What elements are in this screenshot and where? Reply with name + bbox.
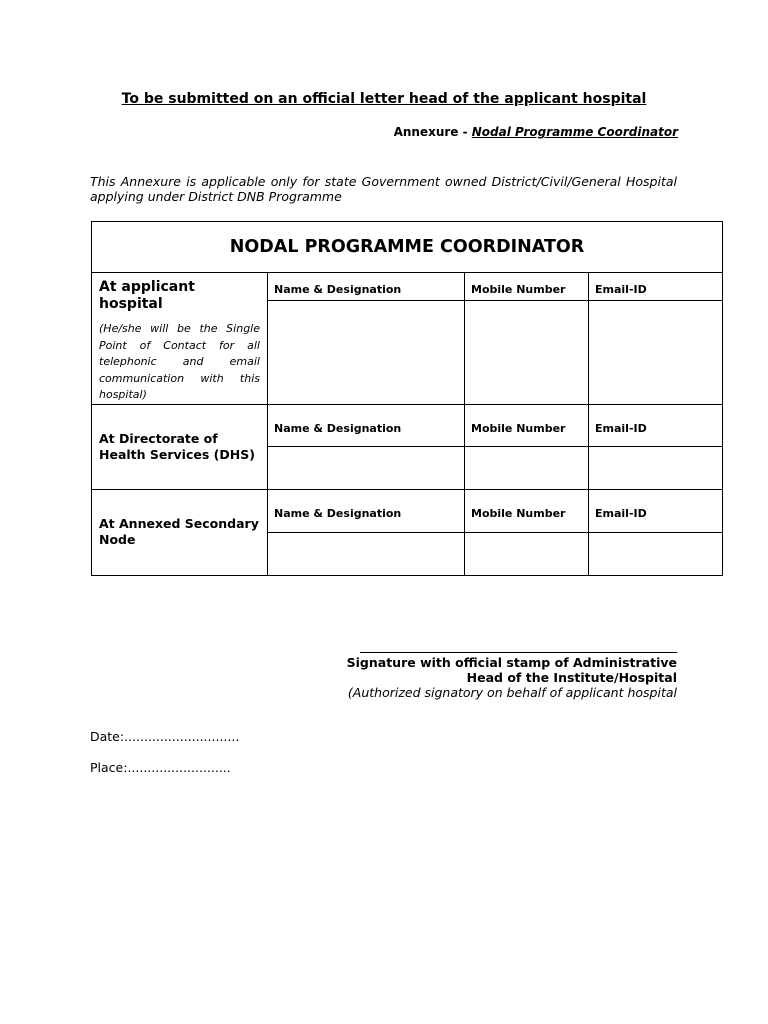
column-header-name: Name & Designation [268, 404, 465, 446]
column-header-name: Name & Designation [268, 489, 465, 532]
input-cell-email[interactable] [589, 532, 723, 575]
page-title: To be submitted on an official letter head of the applicant hospital [121, 91, 647, 107]
input-cell-name[interactable] [268, 532, 465, 575]
signature-line [360, 652, 677, 653]
signature-line-3: (Authorized signatory on behalf of applicant hospital [347, 685, 677, 700]
column-header-name: Name & Designation [268, 273, 465, 301]
input-cell-mobile[interactable] [465, 532, 589, 575]
annexure-prefix: Annexure - [393, 125, 472, 139]
signature-block [347, 655, 677, 700]
signature-line-2: Head of the Institute/Hospital [466, 670, 677, 685]
input-cell-mobile[interactable] [465, 300, 589, 404]
row-label: At Annexed Secondary Node [92, 489, 268, 575]
row-note: (He/she will be the Single Point of Contact for all telephonic and email communication with this hospital) [99, 322, 260, 401]
input-cell-name[interactable] [268, 300, 465, 404]
row-applicant-hospital [92, 273, 268, 405]
input-cell-email[interactable] [589, 446, 723, 489]
column-header-email: Email-ID [589, 489, 723, 532]
annexure-name: Nodal Programme Coordinator [471, 125, 678, 139]
column-header-email: Email-ID [589, 273, 723, 301]
row-label: At applicant hospital [99, 279, 195, 312]
table-heading: NODAL PROGRAMME COORDINATOR [92, 222, 723, 273]
intro-text: This Annexure is applicable only for state Government owned District/Civil/General Hospital applying under District DNB Programme [90, 174, 677, 204]
date-field: Date:............................. [90, 729, 240, 744]
column-header-email: Email-ID [589, 404, 723, 446]
column-header-mobile: Mobile Number [465, 273, 589, 301]
input-cell-mobile[interactable] [465, 446, 589, 489]
column-header-mobile: Mobile Number [465, 489, 589, 532]
column-header-mobile: Mobile Number [465, 404, 589, 446]
input-cell-name[interactable] [268, 446, 465, 489]
place-field: Place:.......................... [90, 760, 231, 775]
row-label: At Directorate of Health Services (DHS) [92, 404, 268, 489]
signature-line-1: Signature with official stamp of Administrative [346, 655, 677, 670]
input-cell-email[interactable] [589, 300, 723, 404]
coordinator-table [91, 221, 723, 576]
annexure-label [394, 125, 678, 139]
